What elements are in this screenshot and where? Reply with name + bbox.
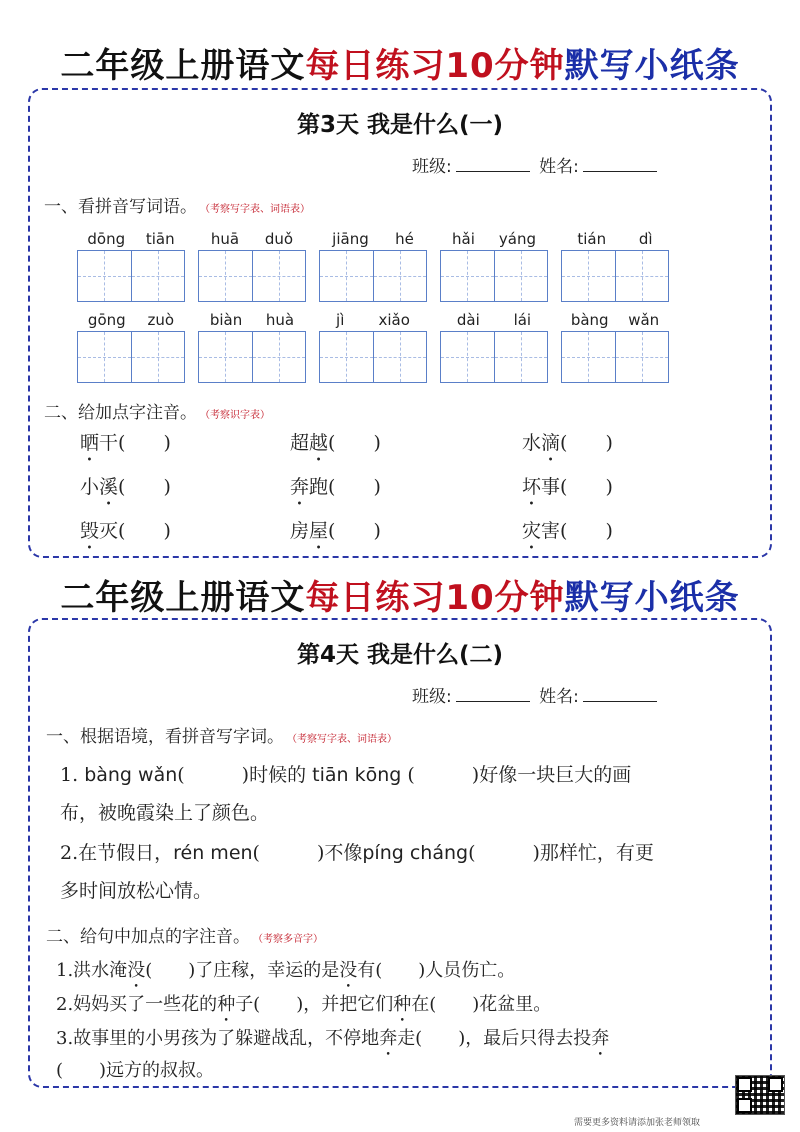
writing-grid[interactable] bbox=[319, 250, 427, 302]
text: 走( )，最后只得去投 bbox=[397, 1028, 592, 1049]
class-label: 班级: bbox=[412, 687, 452, 707]
pinyin: hé bbox=[395, 230, 414, 248]
day4-section2-title bbox=[46, 922, 323, 947]
headline-part1: 二年级上册语文 bbox=[60, 578, 306, 618]
answer-blank[interactable]: ( ) bbox=[118, 432, 171, 454]
pinyin: dì bbox=[638, 230, 653, 248]
class-label: 班级: bbox=[412, 157, 452, 177]
section-note: （考察识字表） bbox=[205, 410, 270, 421]
char: 干 bbox=[99, 432, 119, 454]
pinyin: dōng bbox=[87, 230, 126, 248]
char: 小 bbox=[80, 476, 100, 498]
day4-title: 第4天 我是什么(二) bbox=[296, 642, 504, 668]
day3-section1-title bbox=[44, 192, 310, 217]
day4-card bbox=[28, 618, 772, 1088]
pinyin: duǒ bbox=[264, 230, 294, 248]
section-title-text: 一、根据语境，看拼音写字词。 bbox=[46, 727, 284, 747]
dotted-char: 晒 bbox=[80, 432, 100, 454]
char: 水 bbox=[522, 432, 542, 454]
q1-line1 bbox=[60, 760, 631, 787]
pinyin: píng cháng bbox=[362, 842, 469, 864]
text: 2.妈妈买了一些花的 bbox=[56, 994, 218, 1015]
pinyin: tián bbox=[577, 230, 607, 248]
pinyin: bàng bbox=[570, 311, 609, 329]
pinyin: bàng wǎn bbox=[84, 764, 178, 786]
text: ( )了庄稼，幸运的是 bbox=[145, 960, 340, 981]
q-text: 2.在节假日， bbox=[60, 842, 174, 864]
word-box[interactable] bbox=[77, 230, 185, 302]
writing-grid[interactable] bbox=[440, 331, 548, 383]
text: 子( )，并把它们 bbox=[235, 994, 394, 1015]
answer-blank[interactable]: ( ) bbox=[328, 476, 381, 498]
answer-blank[interactable]: ( ) bbox=[560, 520, 613, 542]
writing-grid[interactable] bbox=[319, 331, 427, 383]
text: 在( )花盆里。 bbox=[411, 994, 552, 1015]
pinyin: rén men bbox=[173, 842, 253, 864]
day3-card bbox=[28, 88, 772, 558]
pinyin: yáng bbox=[498, 230, 536, 248]
dotted-char: 没 bbox=[127, 960, 146, 981]
dotted-char: 溪 bbox=[99, 476, 119, 498]
text: 3.故事里的小男孩为了躲避战乱，不停地 bbox=[56, 1028, 380, 1049]
dotted-char: 毁 bbox=[80, 520, 100, 542]
section-note: （考察多音字） bbox=[258, 934, 323, 945]
writing-grid[interactable] bbox=[198, 331, 306, 383]
s2-line bbox=[56, 990, 551, 1016]
day3-section2-title bbox=[44, 398, 270, 423]
writing-grid[interactable] bbox=[198, 250, 306, 302]
answer-blank[interactable]: ( ) bbox=[328, 432, 381, 454]
class-blank[interactable] bbox=[456, 685, 530, 702]
pinyin: hǎi bbox=[452, 230, 475, 248]
word-box[interactable] bbox=[198, 230, 306, 302]
s1-line bbox=[56, 956, 515, 982]
char: 房 bbox=[290, 520, 310, 542]
char: 灭 bbox=[99, 520, 119, 542]
headline-part2: 每日练习10分钟 bbox=[305, 578, 565, 618]
headline-part1: 二年级上册语文 bbox=[60, 46, 306, 86]
zhuyin-item bbox=[290, 516, 381, 543]
zhuyin-item bbox=[522, 472, 613, 499]
dotted-char: 种 bbox=[217, 994, 236, 1015]
pinyin: gōng bbox=[87, 311, 126, 329]
headline-part3: 默写小纸条 bbox=[564, 578, 740, 618]
writing-grid[interactable] bbox=[561, 331, 669, 383]
class-blank[interactable] bbox=[456, 155, 530, 172]
zhuyin-item bbox=[290, 428, 381, 455]
text: 有( )人员伤亡。 bbox=[357, 960, 516, 981]
q1-line2: 布，被晚霞染上了颜色。 bbox=[60, 802, 270, 824]
q-number: 1. bbox=[60, 764, 79, 786]
name-blank[interactable] bbox=[583, 155, 657, 172]
zhuyin-item bbox=[290, 472, 381, 499]
dotted-char: 奔 bbox=[591, 1028, 610, 1049]
word-box[interactable] bbox=[198, 311, 306, 383]
headline-top bbox=[0, 38, 800, 87]
pinyin: wǎn bbox=[628, 311, 660, 329]
char: 害 bbox=[541, 520, 561, 542]
section-note: （考察写字表、词语表） bbox=[205, 204, 310, 215]
pinyin: jiāng bbox=[332, 230, 369, 248]
day3-title: 第3天 我是什么(一) bbox=[296, 112, 504, 138]
dotted-char: 坏 bbox=[522, 476, 542, 498]
pinyin: tiān bbox=[145, 230, 175, 248]
pinyin: huà bbox=[265, 311, 295, 329]
pinyin: zuò bbox=[147, 311, 175, 329]
headline-part3: 默写小纸条 bbox=[564, 46, 740, 86]
name-label: 姓名: bbox=[539, 157, 579, 177]
answer-blank[interactable]: ( ) bbox=[118, 520, 171, 542]
footer-text: 需要更多资料请添加张老师领取 bbox=[574, 1118, 701, 1128]
day4-section1-title bbox=[46, 722, 397, 747]
name-label: 姓名: bbox=[539, 687, 579, 707]
q2-line1 bbox=[60, 838, 654, 865]
qr-code-icon bbox=[735, 1075, 785, 1115]
pinyin: dài bbox=[456, 311, 480, 329]
day4-class-name-line bbox=[412, 682, 661, 707]
word-box[interactable] bbox=[440, 230, 548, 302]
word-box[interactable] bbox=[561, 230, 669, 302]
dotted-char: 灾 bbox=[522, 520, 542, 542]
zhuyin-item bbox=[80, 472, 171, 499]
s3-line2: ( )远方的叔叔。 bbox=[56, 1060, 215, 1081]
writing-grid[interactable] bbox=[440, 250, 548, 302]
char: 事 bbox=[541, 476, 561, 498]
s3-line bbox=[56, 1024, 609, 1050]
answer-blank[interactable]: ( ) bbox=[328, 520, 381, 542]
day3-class-name-line bbox=[412, 152, 661, 177]
pinyin: lái bbox=[513, 311, 532, 329]
dotted-char: 屋 bbox=[309, 520, 329, 542]
answer-blank[interactable]: ( )好像一块巨大的画 bbox=[407, 764, 632, 786]
zhuyin-item bbox=[80, 516, 171, 543]
pinyin: huā bbox=[210, 230, 240, 248]
answer-blank[interactable]: ( )不像 bbox=[252, 842, 363, 864]
dotted-char: 种 bbox=[393, 994, 412, 1015]
word-box[interactable] bbox=[561, 311, 669, 383]
pinyin: xiǎo bbox=[378, 311, 410, 329]
section-title-text: 二、给加点字注音。 bbox=[44, 403, 197, 423]
writing-grid[interactable] bbox=[77, 331, 185, 383]
headline-part2: 每日练习10分钟 bbox=[305, 46, 565, 86]
writing-grid[interactable] bbox=[77, 250, 185, 302]
answer-blank[interactable]: ( ) bbox=[118, 476, 171, 498]
section-title-text: 一、看拼音写词语。 bbox=[44, 197, 197, 217]
word-box[interactable] bbox=[77, 311, 185, 383]
char: 超 bbox=[290, 432, 310, 454]
word-box[interactable] bbox=[319, 311, 427, 383]
dotted-char: 越 bbox=[309, 432, 329, 454]
dotted-char: 没 bbox=[339, 960, 358, 981]
pinyin: jì bbox=[336, 311, 345, 329]
word-box[interactable] bbox=[319, 230, 427, 302]
text: 1.洪水淹 bbox=[56, 960, 128, 981]
pinyin: tiān kōng bbox=[312, 764, 402, 786]
dotted-char: 奔 bbox=[290, 476, 310, 498]
name-blank[interactable] bbox=[583, 685, 657, 702]
section-title-text: 二、给句中加点的字注音。 bbox=[46, 927, 250, 947]
answer-blank[interactable]: ( )那样忙，有更 bbox=[468, 842, 654, 864]
dotted-char: 奔 bbox=[379, 1028, 398, 1049]
pinyin: biàn bbox=[209, 311, 243, 329]
dotted-char: 滴 bbox=[541, 432, 561, 454]
headline-middle bbox=[0, 570, 800, 619]
section-note: （考察写字表、词语表） bbox=[292, 734, 397, 745]
zhuyin-item bbox=[80, 428, 171, 455]
answer-blank[interactable]: ( ) bbox=[560, 476, 613, 498]
zhuyin-item bbox=[522, 428, 613, 455]
word-box[interactable] bbox=[440, 311, 548, 383]
zhuyin-item bbox=[522, 516, 613, 543]
answer-blank[interactable]: ( )时候的 bbox=[177, 764, 307, 786]
char: 跑 bbox=[309, 476, 329, 498]
q2-line2: 多时间放松心情。 bbox=[60, 880, 213, 902]
writing-grid[interactable] bbox=[561, 250, 669, 302]
answer-blank[interactable]: ( ) bbox=[560, 432, 613, 454]
